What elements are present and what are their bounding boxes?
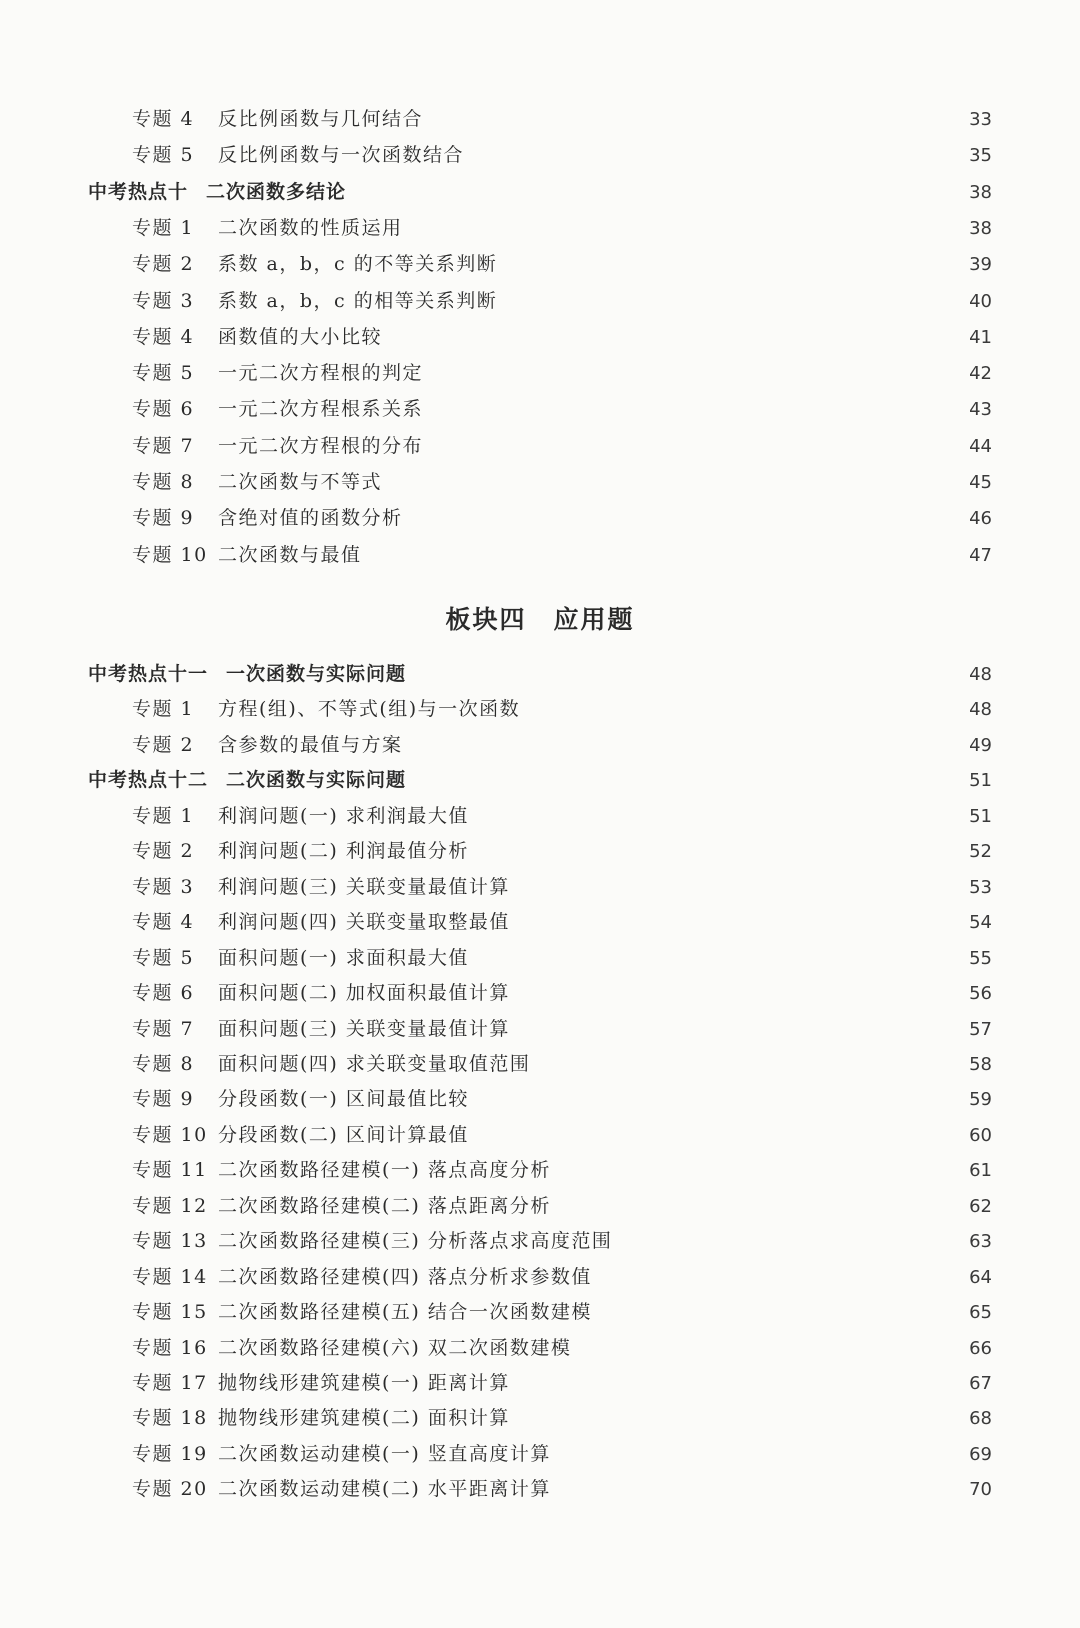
toc-entry-label (88, 177, 346, 207)
dot-leader (485, 1075, 950, 1105)
toc-page-number: 33 (969, 109, 992, 130)
toc-topic-row[interactable] (132, 1075, 992, 1111)
toc-entry-title: 函数值的大小比较 (218, 325, 383, 348)
toc-entry-title: 分段函数(二) 区间计算最值 (218, 1123, 469, 1146)
toc-entry-number: 专题 12 (132, 1194, 208, 1217)
toc-entry-number: 专题 4 (132, 325, 195, 348)
dot-leader (536, 685, 950, 715)
toc-entry-title: 利润问题(四) 关联变量取整最值 (218, 911, 510, 934)
toc-entry-title: 含参数的最值与方案 (218, 733, 403, 756)
toc-page-number: 49 (969, 734, 992, 756)
toc-page-number: 43 (969, 399, 992, 421)
toc-page-number: 52 (969, 841, 992, 863)
toc-page-number: 35 (969, 145, 992, 167)
toc-entry-number: 专题 13 (132, 1230, 208, 1253)
dot-leader (439, 385, 950, 415)
toc-entry-number: 专题 7 (132, 434, 195, 457)
toc-entry-title: 二次函数路径建模(六) 双二次函数建模 (218, 1336, 572, 1359)
toc-entry-number: 专题 14 (132, 1265, 208, 1288)
toc-page-number: 64 (969, 1266, 992, 1288)
toc-entry-title: 反比例函数与一次函数结合 (218, 144, 465, 167)
toc-entry-label (132, 358, 423, 388)
toc-topic-row[interactable] (132, 1253, 992, 1288)
toc-chapter-row[interactable] (88, 756, 992, 792)
toc-topic-row[interactable] (132, 458, 992, 493)
toc-page-number: 53 (969, 876, 992, 898)
toc-page-number: 65 (969, 1302, 992, 1324)
toc-page-number: 45 (969, 472, 992, 493)
toc-page-number: 68 (969, 1408, 992, 1430)
toc-chapter-row[interactable] (88, 168, 992, 203)
toc-entry-number: 专题 5 (132, 144, 195, 167)
toc-entry-number: 专题 8 (132, 1052, 195, 1075)
dot-leader (526, 898, 950, 928)
toc-entry-number: 专题 10 (132, 543, 208, 566)
dot-leader (485, 1111, 950, 1141)
toc-entry-number: 专题 3 (132, 289, 195, 312)
toc-topic-row[interactable] (132, 1394, 992, 1430)
toc-page-number: 56 (969, 983, 992, 1005)
toc-entry-number: 专题 7 (132, 1017, 195, 1040)
toc-entry-number: 专题 9 (132, 1088, 195, 1111)
toc-entry-title: 一元二次方程根的判定 (218, 362, 424, 385)
toc-entry-title: 二次函数与最值 (218, 543, 362, 566)
toc-entry-label (132, 104, 423, 134)
toc-entry-number: 专题 16 (132, 1336, 208, 1359)
toc-entry-number: 专题 4 (132, 911, 195, 934)
toc-topic-row[interactable] (132, 1359, 992, 1394)
toc-page-number: 42 (969, 363, 992, 385)
toc-entry-label (132, 503, 403, 533)
toc-page-number: 51 (969, 805, 992, 827)
dot-leader (526, 1394, 950, 1424)
toc-entry-label (132, 286, 497, 316)
toc-entry-title: 二次函数路径建模(三) 分析落点求高度范围 (218, 1230, 613, 1253)
toc-entry-title: 二次函数与实际问题 (226, 769, 407, 792)
dot-leader (398, 313, 950, 343)
toc-page-number: 59 (969, 1089, 992, 1111)
toc-page-number: 51 (969, 770, 992, 792)
toc-entry-title: 二次函数路径建模(一) 落点高度分析 (218, 1159, 551, 1182)
toc-page-number: 63 (969, 1231, 992, 1253)
toc-topic-row[interactable] (132, 1217, 992, 1253)
toc-entry-title: 抛物线形建筑建模(二) 面积计算 (218, 1407, 510, 1430)
toc-page-number: 38 (969, 181, 992, 203)
toc-entry-label (132, 467, 382, 497)
toc-entry-title: 方程(组)、不等式(组)与一次函数 (218, 698, 521, 721)
dot-leader (422, 650, 950, 680)
toc-topic-row[interactable] (132, 1146, 992, 1182)
toc-entry-number: 专题 2 (132, 840, 195, 863)
dot-leader (567, 1430, 950, 1460)
dot-leader (398, 458, 950, 488)
toc-page-number: 62 (969, 1195, 992, 1217)
toc-entry-title: 面积问题(四) 求关联变量取值范围 (218, 1052, 531, 1075)
toc-entry-title: 抛物线形建筑建模(一) 距离计算 (218, 1372, 510, 1394)
toc-entry-number: 中考热点十一 (88, 663, 209, 685)
toc-entry-title: 一次函数与实际问题 (226, 663, 407, 685)
dot-leader (567, 1465, 950, 1495)
toc-page-number: 67 (969, 1373, 992, 1394)
toc-topic-row[interactable] (132, 1182, 992, 1217)
dot-leader (526, 1359, 950, 1389)
toc-page-number: 70 (969, 1479, 992, 1501)
toc-entry-label (132, 213, 403, 243)
toc-entry-number: 专题 8 (132, 471, 195, 493)
toc-topic-row[interactable] (132, 95, 992, 130)
toc-entry-number: 专题 6 (132, 398, 195, 421)
toc-topic-row[interactable] (132, 240, 992, 276)
toc-page-number: 61 (969, 1160, 992, 1182)
dot-leader (485, 792, 950, 822)
toc-entry-label (132, 140, 464, 170)
toc-page-number: 69 (969, 1443, 992, 1465)
toc-entry-number: 专题 19 (132, 1442, 208, 1465)
toc-entry-label (132, 394, 423, 424)
dot-leader (608, 1288, 950, 1318)
toc-topic-row[interactable] (132, 934, 992, 969)
toc-entry-number: 专题 17 (132, 1372, 208, 1394)
toc-topic-row[interactable] (132, 131, 992, 167)
toc-entry-title: 二次函数运动建模(一) 竖直高度计算 (218, 1442, 551, 1465)
toc-entry-number: 专题 1 (132, 804, 195, 827)
dot-leader (567, 1146, 950, 1176)
toc-entry-title: 面积问题(三) 关联变量最值计算 (218, 1017, 510, 1040)
toc-entry-title: 二次函数多结论 (206, 180, 347, 203)
toc-entry-number: 专题 18 (132, 1407, 208, 1430)
dot-leader (526, 863, 950, 893)
toc-page-number: 38 (969, 217, 992, 239)
toc-page-number: 40 (969, 290, 992, 312)
toc-entry-number: 专题 11 (132, 1159, 208, 1182)
toc-topic-row[interactable] (132, 204, 992, 239)
toc-topic-row[interactable] (132, 1005, 992, 1040)
toc-entry-label (132, 1474, 551, 1504)
toc-entry-number: 专题 2 (132, 733, 195, 756)
toc-topic-row[interactable] (132, 494, 992, 530)
toc-page-number: 60 (969, 1124, 992, 1146)
dot-leader (480, 131, 950, 161)
toc-page-number: 66 (969, 1337, 992, 1359)
toc-entry-number: 中考热点十 (88, 180, 189, 203)
dot-leader (362, 168, 950, 198)
toc-entry-title: 面积问题(二) 加权面积最值计算 (218, 982, 510, 1005)
dot-leader (439, 422, 950, 452)
toc-topic-row[interactable] (132, 1111, 992, 1146)
toc-entry-title: 一元二次方程根的分布 (218, 434, 424, 457)
toc-page-number: 46 (969, 508, 992, 530)
toc-entry-title: 含绝对值的函数分析 (218, 507, 403, 530)
toc-entry-number: 专题 2 (132, 253, 195, 276)
toc-topic-row[interactable] (132, 898, 992, 934)
toc-topic-row[interactable] (132, 685, 992, 721)
dot-leader (608, 1253, 950, 1283)
toc-entry-number: 专题 5 (132, 362, 195, 385)
toc-entry-number: 专题 15 (132, 1301, 208, 1324)
toc-page-number: 48 (969, 699, 992, 721)
toc-entry-number: 专题 6 (132, 982, 195, 1005)
toc-topic-row[interactable] (132, 863, 992, 898)
toc-topic-row[interactable] (132, 1040, 992, 1075)
section-title: 板块四 应用题 (445, 605, 635, 634)
dot-leader (485, 827, 950, 857)
toc-topic-row[interactable] (132, 349, 992, 385)
toc-page-number: 57 (969, 1018, 992, 1040)
dot-leader (513, 240, 950, 270)
dot-leader (419, 721, 950, 751)
toc-topic-row[interactable] (132, 792, 992, 827)
dot-leader (513, 277, 950, 307)
toc-entry-number: 专题 3 (132, 875, 195, 898)
toc-page-number: 41 (969, 326, 992, 348)
dot-leader (485, 934, 950, 964)
toc-entry-title: 系数 a，b，c 的不等关系判断 (218, 253, 498, 276)
toc-entry-number: 专题 4 (132, 108, 195, 130)
toc-entry-title: 二次函数的性质运用 (218, 216, 403, 239)
toc-topic-row[interactable] (132, 385, 992, 421)
toc-entry-title: 利润问题(一) 求利润最大值 (218, 804, 469, 827)
toc-topic-row[interactable] (132, 721, 992, 756)
toc-entry-number: 专题 10 (132, 1123, 208, 1146)
toc-entry-number: 中考热点十二 (88, 769, 209, 792)
toc-entry-number: 专题 5 (132, 946, 195, 969)
dot-leader (378, 531, 950, 561)
toc-topic-row[interactable] (132, 422, 992, 457)
toc-entry-title: 系数 a，b，c 的相等关系判断 (218, 289, 498, 312)
toc-entry-title: 面积问题(一) 求面积最大值 (218, 946, 469, 969)
dot-leader (628, 1217, 950, 1247)
toc-entry-title: 一元二次方程根系关系 (218, 398, 424, 421)
dot-leader (567, 1182, 950, 1212)
toc-entry-title: 分段函数(一) 区间最值比较 (218, 1088, 469, 1111)
dot-leader (419, 204, 950, 234)
toc-topic-row[interactable] (132, 313, 992, 348)
toc-topic-row[interactable] (132, 1465, 992, 1501)
toc-page-number: 39 (969, 254, 992, 276)
dot-leader (546, 1040, 950, 1070)
dot-leader (422, 756, 950, 786)
toc-topic-row[interactable] (132, 531, 992, 566)
toc-entry-title: 利润问题(二) 利润最值分析 (218, 840, 469, 863)
toc-page-number: 47 (969, 544, 992, 566)
toc-entry-label (132, 431, 423, 461)
toc-entry-number: 专题 20 (132, 1478, 208, 1501)
dot-leader (439, 95, 950, 125)
toc-entry-title: 二次函数路径建模(四) 落点分析求参数值 (218, 1265, 592, 1288)
toc-topic-row[interactable] (132, 1324, 992, 1359)
dot-leader (439, 349, 950, 379)
toc-entry-title: 二次函数路径建模(五) 结合一次函数建模 (218, 1301, 592, 1324)
dot-leader (419, 494, 950, 524)
toc-entry-title: 利润问题(三) 关联变量最值计算 (218, 875, 510, 898)
toc-entry-label (132, 249, 497, 279)
toc-page-number: 44 (969, 435, 992, 457)
toc-entry-number: 专题 1 (132, 216, 195, 239)
toc-page-number: 58 (969, 1053, 992, 1075)
toc-page-number: 48 (969, 664, 992, 685)
toc-entry-number: 专题 9 (132, 507, 195, 530)
toc-entry-label (132, 540, 362, 570)
toc-entry-label (132, 322, 382, 352)
toc-topic-row[interactable] (132, 1430, 992, 1465)
toc-entry-number: 专题 1 (132, 698, 195, 721)
toc-page-number: 55 (969, 947, 992, 969)
dot-leader (587, 1324, 950, 1354)
toc-entry-title: 反比例函数与几何结合 (218, 108, 424, 130)
toc-topic-row[interactable] (132, 969, 992, 1005)
toc-topic-row[interactable] (132, 1288, 992, 1324)
toc-topic-row[interactable] (132, 277, 992, 312)
dot-leader (526, 1005, 950, 1035)
toc-page-number: 54 (969, 912, 992, 934)
toc-topic-row[interactable] (132, 827, 992, 863)
toc-entry-title: 二次函数与不等式 (218, 471, 383, 493)
dot-leader (526, 969, 950, 999)
toc-entry-title: 二次函数运动建模(二) 水平距离计算 (218, 1478, 551, 1501)
toc-entry-title: 二次函数路径建模(二) 落点距离分析 (218, 1194, 551, 1217)
toc-chapter-row[interactable] (88, 650, 992, 685)
